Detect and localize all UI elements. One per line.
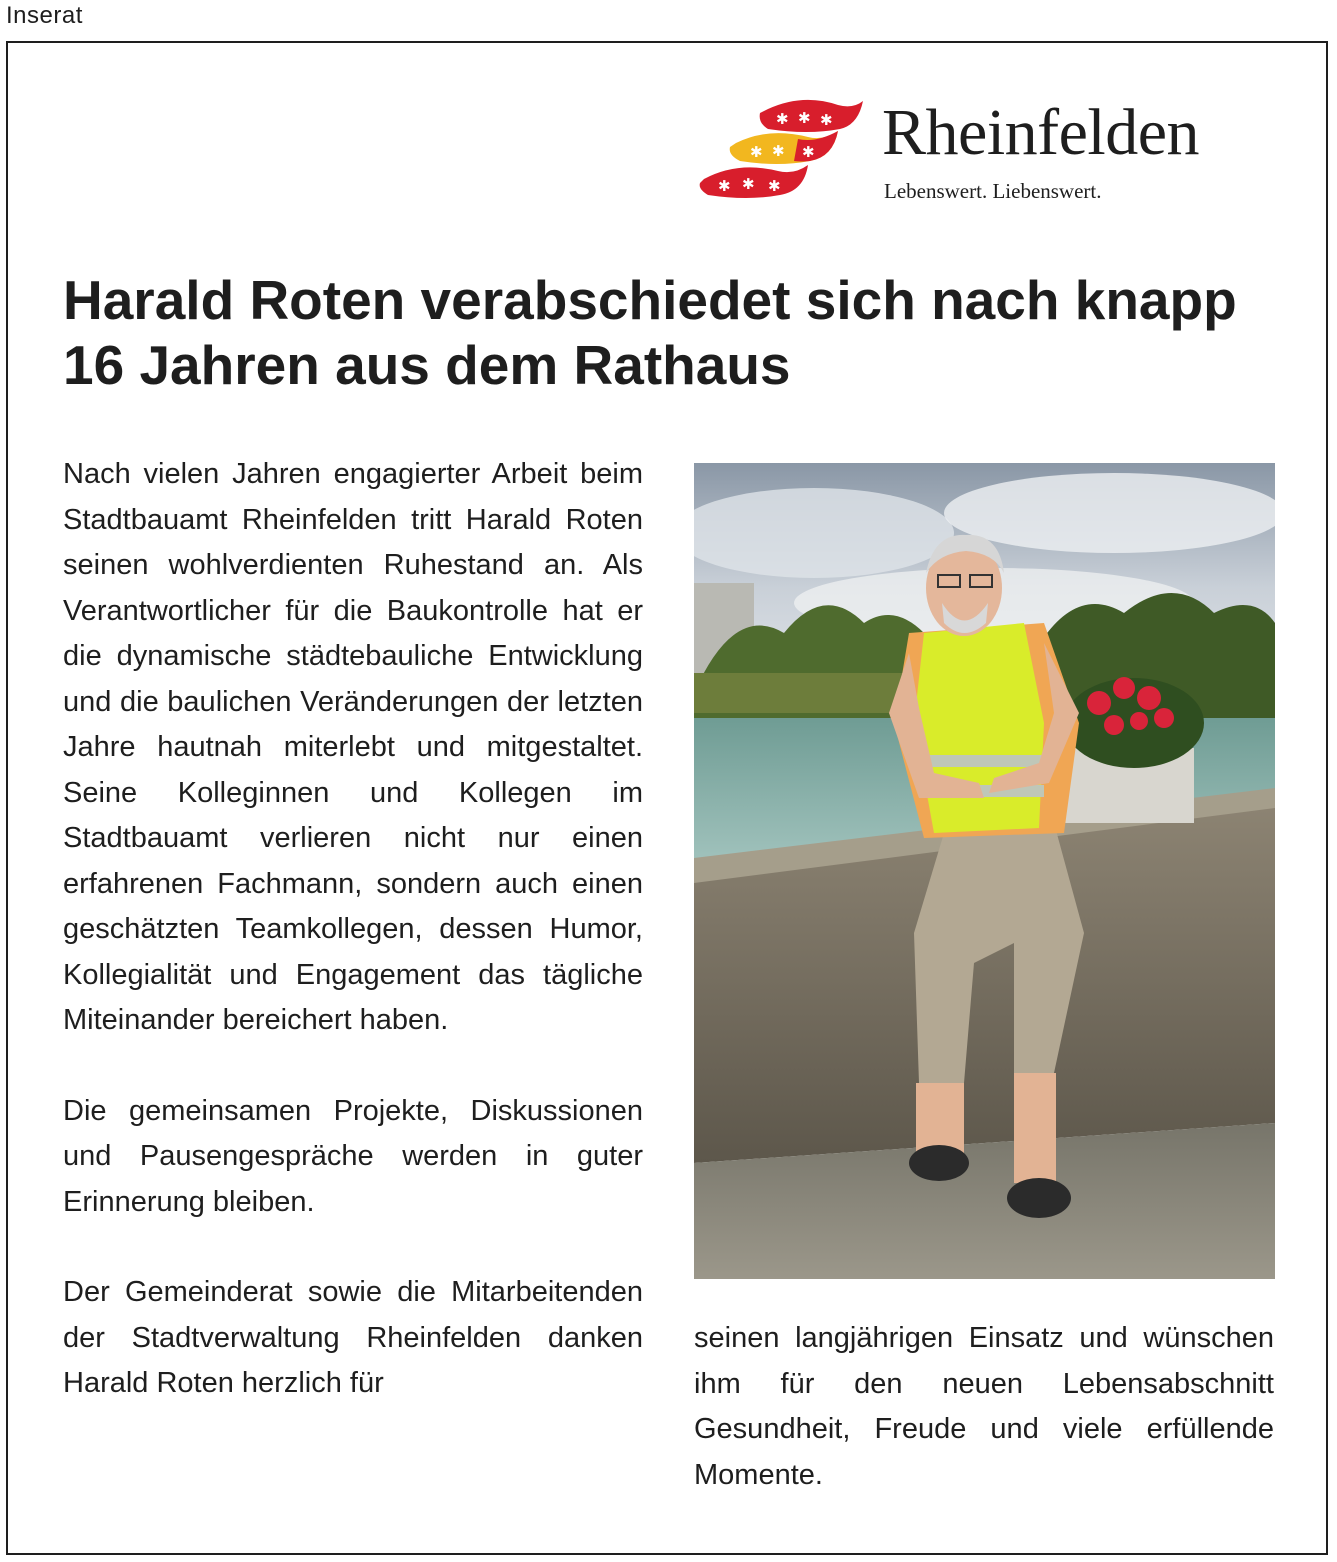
text-column-left: [63, 452, 643, 1407]
person-photo-icon: [694, 463, 1275, 1279]
text-column-right: [694, 1316, 1274, 1498]
svg-text:✱: ✱: [802, 143, 815, 161]
svg-text:✱: ✱: [820, 111, 833, 129]
svg-text:✱: ✱: [742, 175, 755, 193]
svg-text:✱: ✱: [772, 142, 785, 160]
logo: [698, 95, 1278, 205]
logo-tagline: Lebenswert. Liebenswert.: [884, 179, 1102, 203]
paragraph-1: Nach vielen Jahren engagierter Arbeit beim Stadtbauamt Rheinfelden tritt Harald Roten seinen wohlverdienten Ruhestand an. Als Verantwortlicher für die Baukontrolle hat er die dynamische städtebauliche Entwicklung und die baulichen Veränderungen der letzten Jahre hautnah miterlebt und mitgestaltet. Seine Kolleginnen und Kollegen im Stadtbauamt verlieren nicht nur einen erfahrenen Fachmann, sondern auch einen geschätzten Teamkollegen, dessen Humor, Kollegialität und Engagement das tägliche Miteinander bereichert haben.: [63, 458, 643, 1036]
svg-text:✱: ✱: [776, 110, 789, 128]
logo-name: Rheinfelden: [882, 96, 1200, 169]
svg-text:✱: ✱: [750, 143, 763, 161]
svg-text:✱: ✱: [768, 177, 781, 195]
paragraph-4: seinen langjährigen Einsatz und wünschen ihm für den neuen Lebensabschnitt Gesundheit, Freude und viele erfüllende Momente.: [694, 1322, 1274, 1491]
paragraph-2: Die gemeinsamen Projekte, Diskussionen und Pausengespräche werden in guter Erinnerung bleiben.: [63, 1094, 643, 1218]
headline: Harald Roten verabschiedet sich nach knapp 16 Jahren aus dem Rathaus: [63, 269, 1237, 396]
ad-label: Inserat: [6, 2, 83, 29]
paragraph-3: Der Gemeinderat sowie die Mitarbeitenden der Stadtverwaltung Rheinfelden danken Harald Roten herzlich für: [63, 1276, 643, 1399]
svg-text:✱: ✱: [798, 109, 811, 127]
rheinfelden-flag-logo-icon: [698, 95, 868, 205]
svg-text:✱: ✱: [718, 177, 731, 195]
